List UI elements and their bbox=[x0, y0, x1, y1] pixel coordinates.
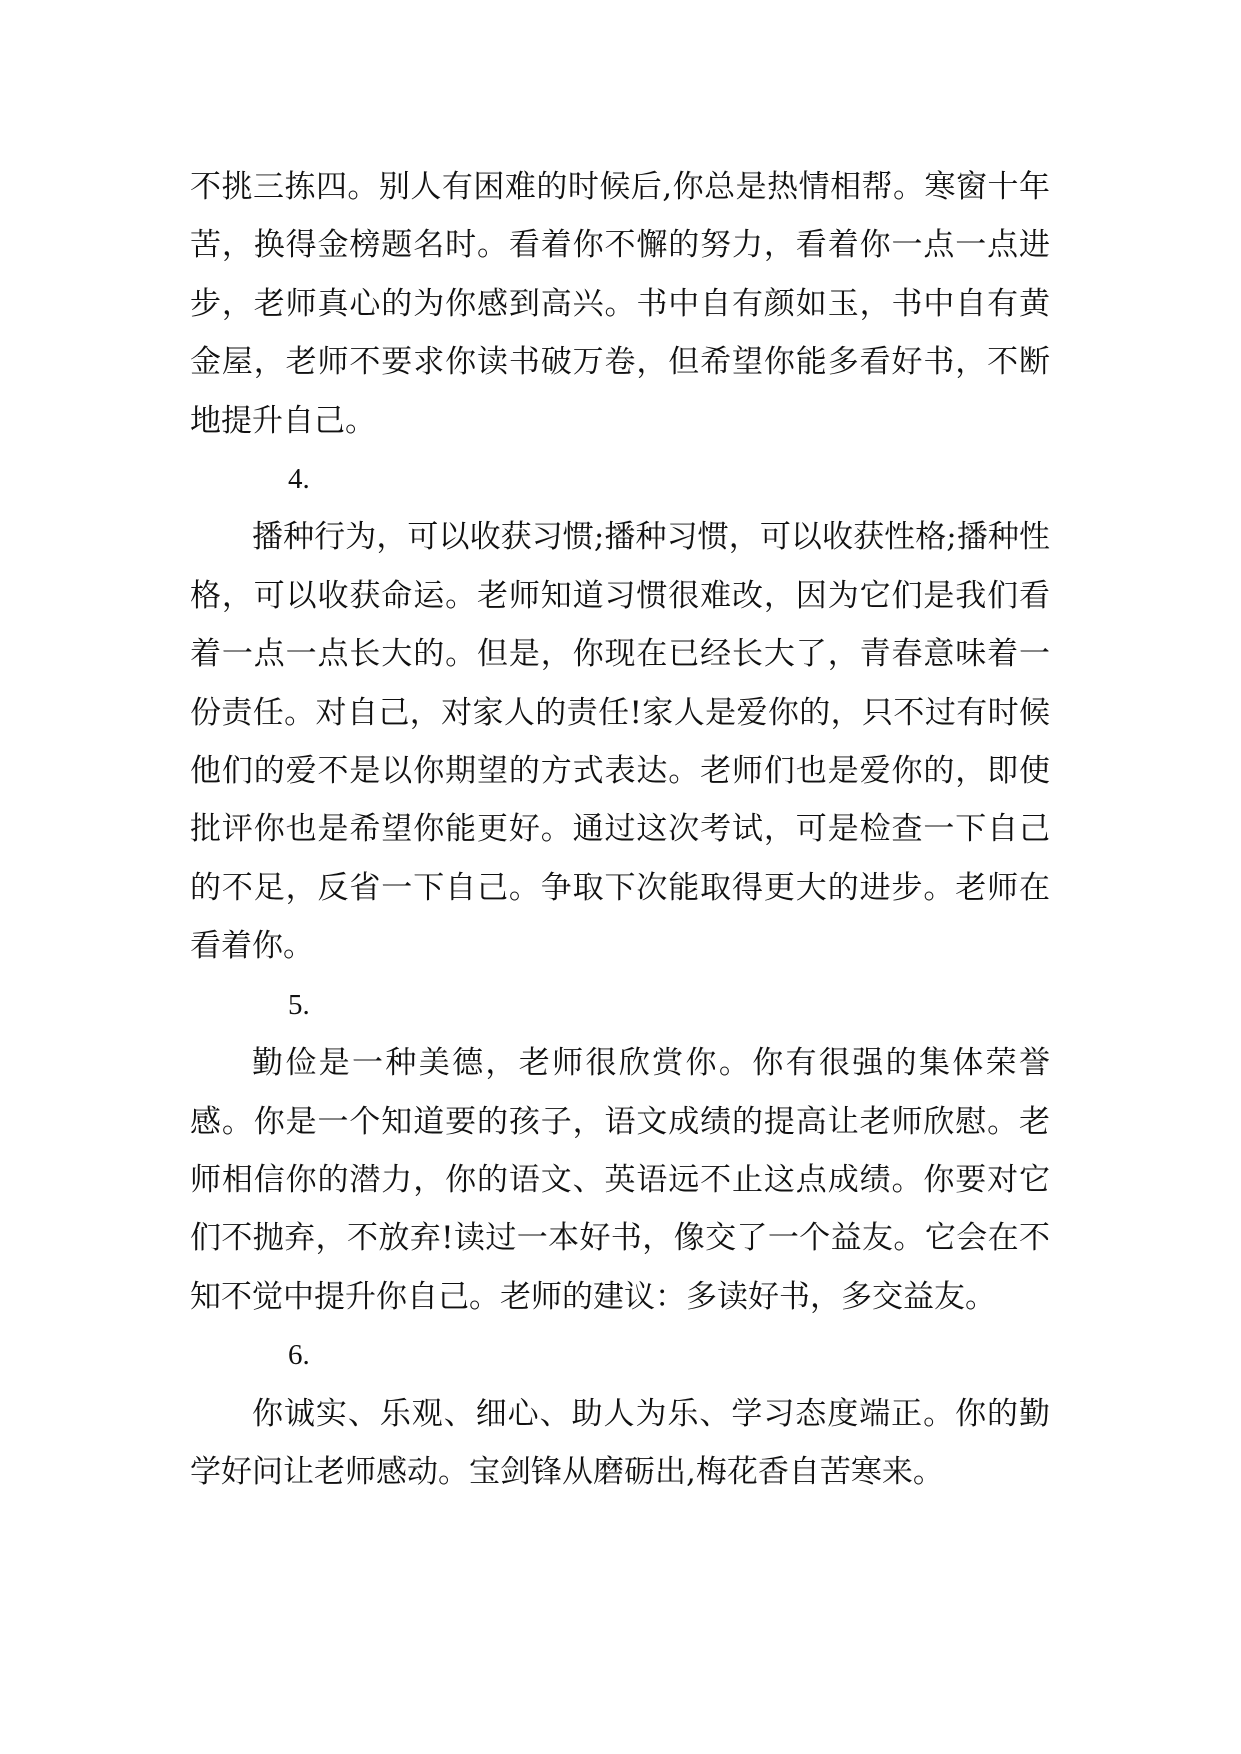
item-number-5: 5. bbox=[288, 988, 310, 1021]
item-number-6: 6. bbox=[288, 1339, 310, 1372]
document-body bbox=[190, 158, 1050, 1501]
item-number-4: 4. bbox=[288, 463, 310, 496]
paragraph-6: 你诚实、乐观、细心、助人为乐、学习态度端正。你的勤学好问让老师感动。宝剑锋从磨砺出,梅花香自苦寒来。 bbox=[190, 1395, 1050, 1490]
paragraph-continuation: 不挑三拣四。别人有困难的时候后,你总是热情相帮。寒窗十年苦，换得金榜题名时。看着你不懈的努力，看着你一点一点进步，老师真心的为你感到高兴。书中自有颜如玉，书中自有黄金屋，老师不要求你读书破万卷，但希望你能多看好书，不断地提升自己。 bbox=[190, 169, 1050, 439]
paragraph-4: 播种行为，可以收获习惯;播种习惯，可以收获性格;播种性格，可以收获命运。老师知道习惯很难改，因为它们是我们看着一点一点长大的。但是，你现在已经长大了，青春意味着一份责任。对自己，对家人的责任!家人是爱你的，只不过有时候他们的爱不是以你期望的方式表达。老师们也是爱你的，即使批评你也是希望你能更好。通过这次考试，可是检查一下自己的不足，反省一下自己。争取下次能取得更大的进步。老师在看着你。 bbox=[190, 519, 1050, 965]
paragraph-5: 勤俭是一种美德，老师很欣赏你。你有很强的集体荣誉感。你是一个知道要的孩子，语文成绩的提高让老师欣慰。老师相信你的潜力，你的语文、英语远不止这点成绩。你要对它们不抛弃，不放弃!读过一本好书，像交了一个益友。它会在不知不觉中提升你自己。老师的建议：多读好书，多交益友。 bbox=[190, 1045, 1050, 1315]
